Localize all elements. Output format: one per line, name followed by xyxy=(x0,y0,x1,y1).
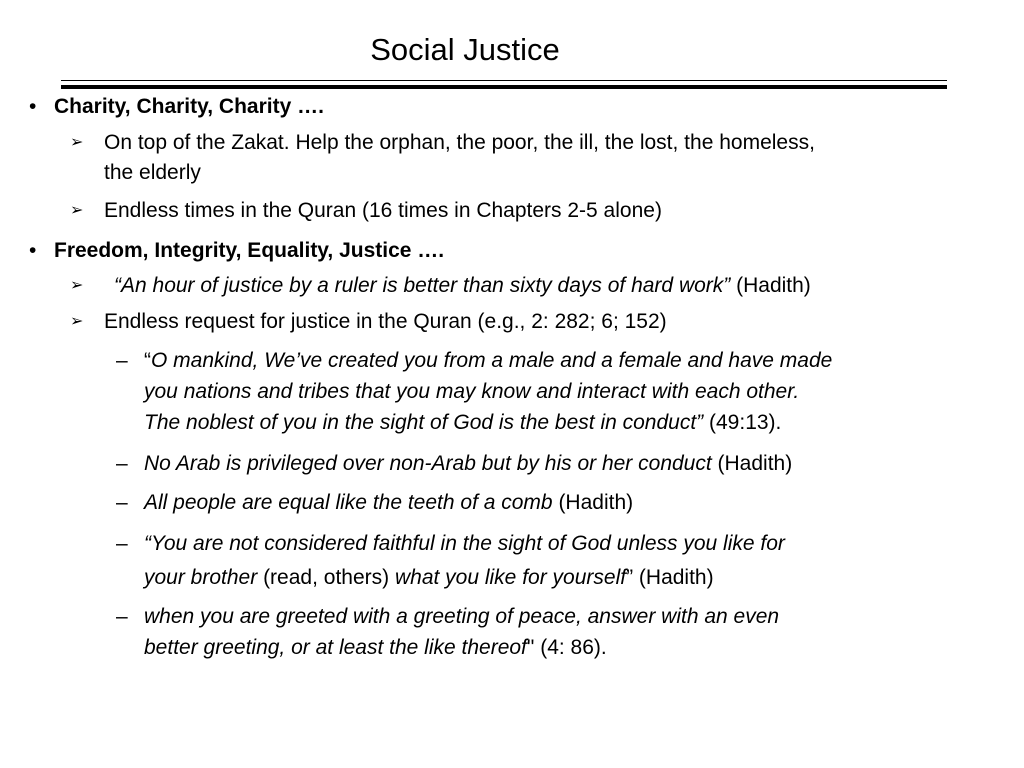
quran-verse-line2: you nations and tribes that you may know and interact with each other. xyxy=(144,380,800,403)
justice-item-quran: Endless request for justice in the Quran (e.g., 2: 282; 6; 152) xyxy=(104,310,667,333)
hadith-arab xyxy=(144,449,792,479)
arrow-bullet-icon: ➢ xyxy=(70,313,84,330)
hadith-source: (Hadith) xyxy=(730,274,811,297)
arrow-bullet-icon: ➢ xyxy=(70,134,84,151)
hadith-source: (Hadith) xyxy=(552,491,634,514)
justice-item-ruler xyxy=(114,271,811,301)
verse-ref: (49:13). xyxy=(703,411,782,434)
dash-marker: – xyxy=(116,452,128,475)
verse-text: The noblest of you in the sight of God is the best in conduct” xyxy=(144,411,704,434)
bullet-marker: • xyxy=(29,239,37,262)
open-quote: “ xyxy=(144,349,151,372)
charity-item-zakat-cont: the elderly xyxy=(104,161,201,184)
hadith-faithful-line2 xyxy=(144,563,714,593)
hadith-text: what you like for yourself xyxy=(394,566,627,589)
verse-greeting-line1: when you are greeted with a greeting of peace, answer with an even xyxy=(144,605,780,628)
arrow-bullet-icon: ➢ xyxy=(70,277,84,294)
verse-text: O mankind, We’ve created you from a male and a female and have made xyxy=(151,349,833,372)
hadith-source: ” (Hadith) xyxy=(626,566,714,589)
verse-ref: " (4: 86). xyxy=(526,636,607,659)
dash-marker: – xyxy=(116,491,128,514)
hadith-text: No Arab is privileged over non-Arab but by his or her conduct xyxy=(144,452,712,475)
verse-greeting-line2 xyxy=(144,633,607,663)
verse-text: better greeting, or at least the like thereof xyxy=(144,636,527,659)
title-underline-thin xyxy=(61,80,947,81)
hadith-faithful-line1: “You are not considered faithful in the sight of God unless you like for xyxy=(144,532,785,555)
dash-marker: – xyxy=(116,605,128,628)
dash-marker: – xyxy=(116,349,128,372)
hadith-aside: (read, others) xyxy=(257,566,395,589)
bullet-marker: • xyxy=(29,95,37,118)
charity-item-zakat: On top of the Zakat. Help the orphan, the poor, the ill, the lost, the homeless, xyxy=(104,131,815,154)
section-heading-charity: Charity, Charity, Charity …. xyxy=(54,95,324,118)
slide-title: Social Justice xyxy=(370,32,560,67)
charity-item-quran: Endless times in the Quran (16 times in Chapters 2-5 alone) xyxy=(104,199,662,222)
section-heading-freedom: Freedom, Integrity, Equality, Justice …. xyxy=(54,239,445,262)
hadith-quote-ruler: “An hour of justice by a ruler is better than sixty days of hard work” xyxy=(114,274,731,297)
dash-marker: – xyxy=(116,532,128,555)
hadith-source: (Hadith) xyxy=(711,452,793,475)
arrow-bullet-icon: ➢ xyxy=(70,202,84,219)
hadith-text: All people are equal like the teeth of a comb xyxy=(144,491,553,514)
title-underline-thick xyxy=(61,85,947,89)
hadith-comb xyxy=(144,488,633,518)
quran-verse-line3 xyxy=(144,408,781,438)
hadith-text: your brother xyxy=(144,566,258,589)
quran-verse-line1 xyxy=(144,346,832,376)
